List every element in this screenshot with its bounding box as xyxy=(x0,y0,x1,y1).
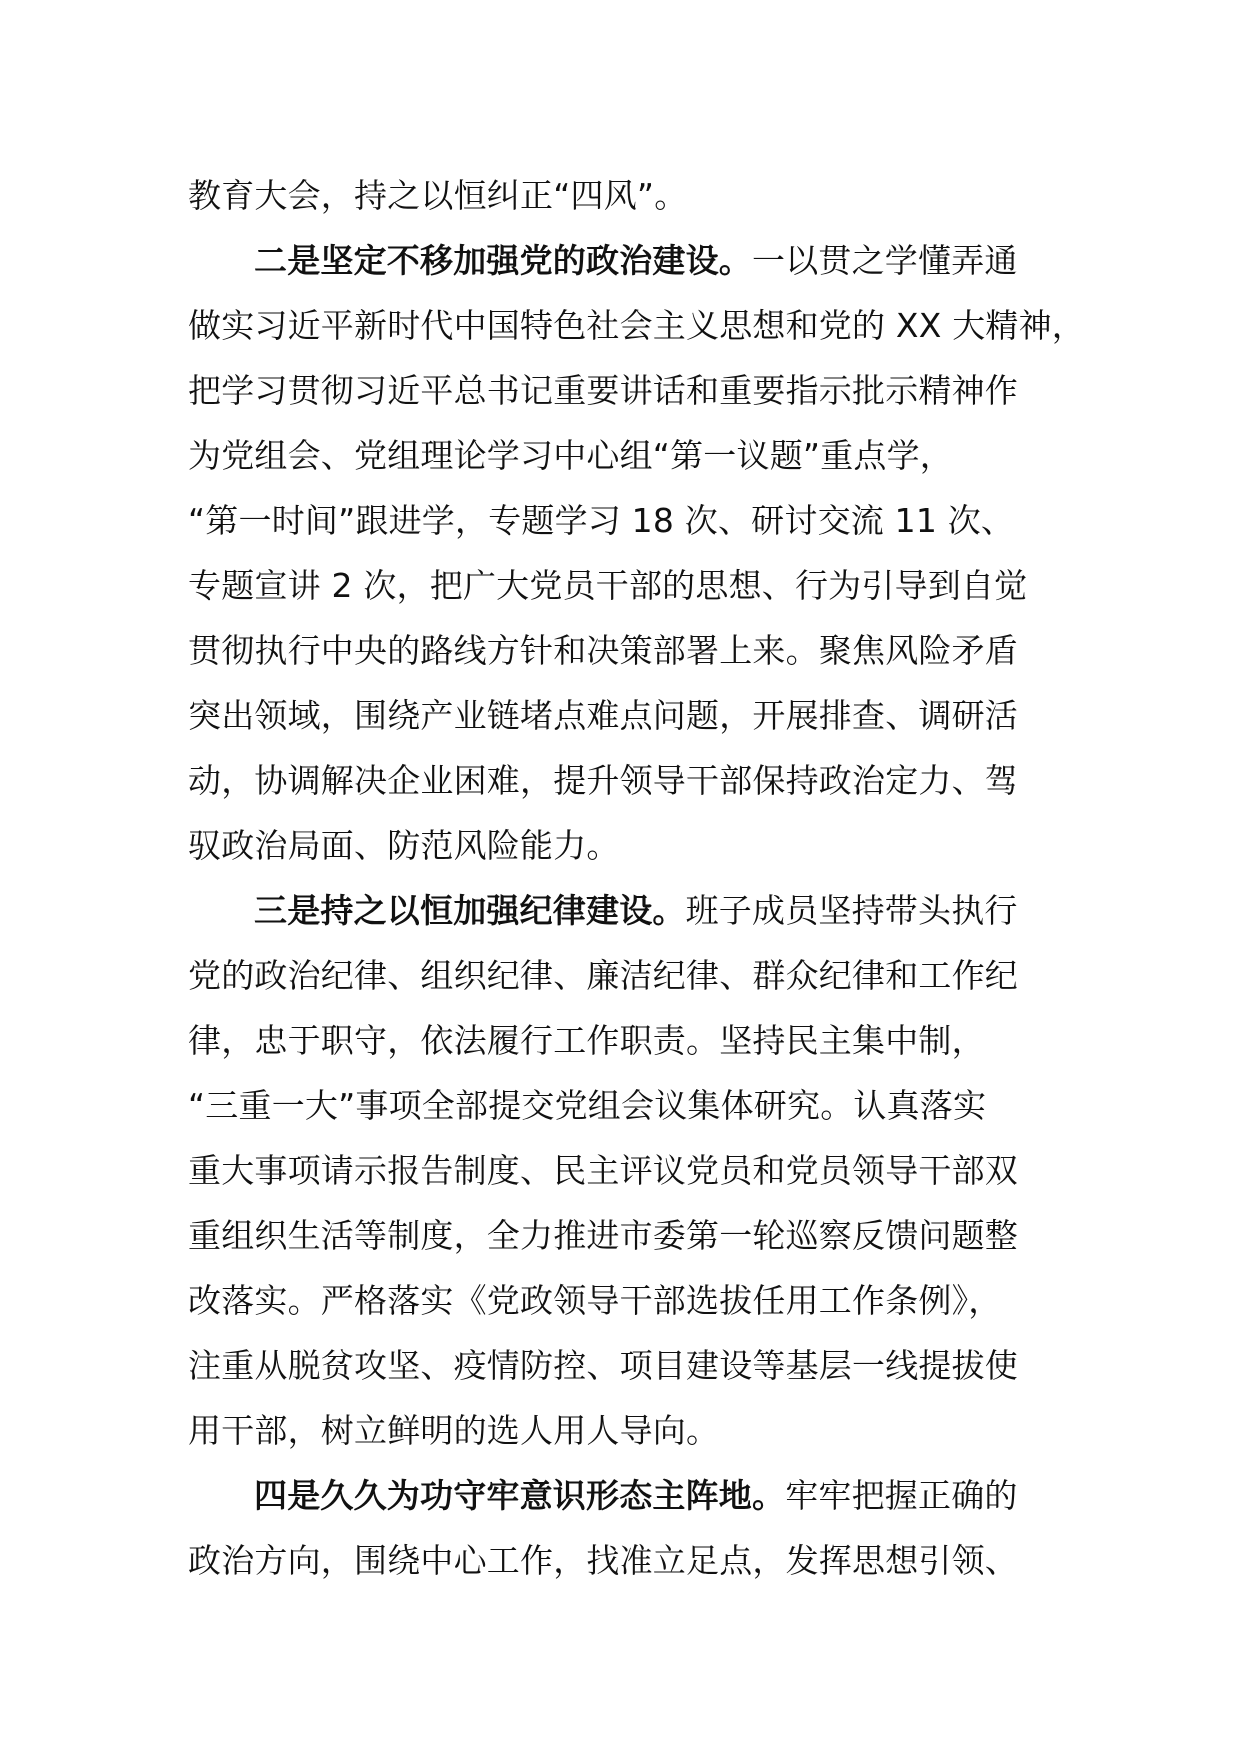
text-line xyxy=(188,163,1068,228)
line-text: 动，协调解决企业困难，提升领导干部保持政治定力、驾 xyxy=(188,761,1018,800)
line-text: 贯彻执行中央的路线方针和决策部署上来。聚焦风险矛盾 xyxy=(188,631,1018,670)
line-text: 教育大会，持之以恒纠正“四风”。 xyxy=(188,176,688,215)
text-line xyxy=(188,1203,1068,1268)
line-text: 注重从脱贫攻坚、疫情防控、项目建设等基层一线提拔使 xyxy=(188,1346,1018,1385)
line-text: 用干部，树立鲜明的选人用人导向。 xyxy=(188,1411,720,1450)
line-text: 政治方向，围绕中心工作，找准立足点，发挥思想引领、 xyxy=(188,1541,1018,1580)
paragraph-heading: 二是坚定不移加强党的政治建设。 xyxy=(254,241,752,280)
line-text: 律，忠于职守，依法履行工作职责。坚持民主集中制， xyxy=(188,1021,985,1060)
text-line xyxy=(188,1333,1068,1398)
text-line xyxy=(188,488,1068,553)
line-text: 党的政治纪律、组织纪律、廉洁纪律、群众纪律和工作纪 xyxy=(188,956,1018,995)
line-text: 为党组会、党组理论学习中心组“第一议题”重点学， xyxy=(188,436,953,475)
text-line xyxy=(188,1528,1068,1593)
line-text: “三重一大”事项全部提交党组会议集体研究。认真落实 xyxy=(188,1086,987,1125)
text-line xyxy=(188,943,1068,1008)
line-text: “第一时间”跟进学，专题学习 18 次、研讨交流 11 次、 xyxy=(188,501,1015,540)
line-text: 改落实。严格落实《党政领导干部选拔任用工作条例》， xyxy=(188,1281,1002,1320)
paragraph-heading: 三是持之以恒加强纪律建设。 xyxy=(254,891,686,930)
paragraph-start xyxy=(188,228,1068,293)
text-line xyxy=(188,358,1068,423)
text-line xyxy=(188,293,1085,358)
paragraph-start xyxy=(188,878,1068,943)
text-line xyxy=(188,748,1068,813)
text-line xyxy=(188,423,1068,488)
line-text: 驭政治局面、防范风险能力。 xyxy=(188,826,620,865)
paragraph-heading: 四是久久为功守牢意识形态主阵地。 xyxy=(254,1476,786,1515)
text-line xyxy=(188,1008,1068,1073)
line-text: 班子成员坚持带头执行 xyxy=(685,891,1018,930)
line-text: 重组织生活等制度，全力推进市委第一轮巡察反馈问题整 xyxy=(188,1216,1018,1255)
paragraph-start xyxy=(188,1463,1068,1528)
line-text: 把学习贯彻习近平总书记重要讲话和重要指示批示精神作 xyxy=(188,371,1018,410)
text-line xyxy=(188,553,1068,618)
line-text: 做实习近平新时代中国特色社会主义思想和党的 XX 大精神， xyxy=(188,306,1085,345)
line-text: 重大事项请示报告制度、民主评议党员和党员领导干部双 xyxy=(188,1151,1018,1190)
line-text: 突出领域，围绕产业链堵点难点问题，开展排查、调研活 xyxy=(188,696,1018,735)
text-line xyxy=(188,1073,1068,1138)
line-text: 一以贯之学懂弄通 xyxy=(752,241,1018,280)
text-line xyxy=(188,683,1068,748)
text-line xyxy=(188,1268,1068,1333)
line-text: 专题宣讲 2 次，把广大党员干部的思想、行为引导到自觉 xyxy=(188,566,1028,605)
text-line xyxy=(188,618,1068,683)
line-text: 牢牢把握正确的 xyxy=(785,1476,1018,1515)
text-line xyxy=(188,813,1068,878)
document-body xyxy=(188,163,1085,1593)
text-line xyxy=(188,1138,1068,1203)
text-line xyxy=(188,1398,1068,1463)
